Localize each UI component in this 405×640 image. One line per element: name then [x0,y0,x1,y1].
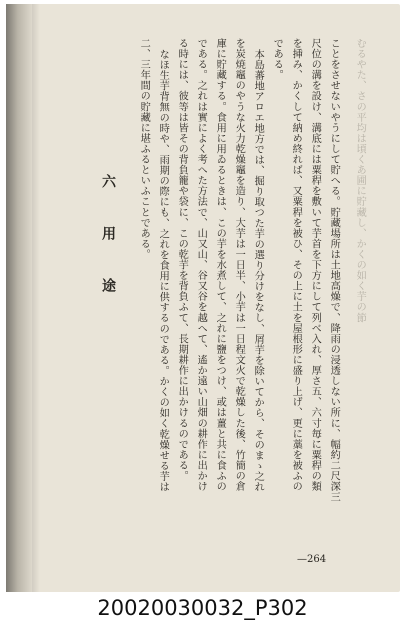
text-column-10: る時には、彼等は皆その背負籠や袋に、この乾芋を背負ふて、長期耕作に出かけるのである。 [176,38,188,482]
text-column-1: むるやた、さの平均は頃くあ圃に貯藏し、かくの如く芋の節 [354,38,366,323]
text-column-5: である。 [271,38,283,81]
text-column-2: ことをさせないやうにして貯へる。貯藏場所は土地高燥で、降雨の浸透しない所に、幅約二尺深三 [328,38,340,503]
section-heading: 六 用 途 [100,174,116,304]
text-column-11: なほ生芋背無の時や、雨期の際にも、之れを食用に供するのである。かくの如く乾燥せる芋は [157,49,169,493]
text-column-9: である。之れは實によく考へた方法で、山又山、谷又谷を越へて、遙か遠い山畑の耕作に出かけ [195,38,207,492]
text-column-7: を炭焼竈のやうな火力乾燥竈を造り、大芋は一日半、小芋は一日程文火で乾燥した後、竹簡の倉 [233,38,245,492]
text-column-8: 庫に貯藏する。食用に用ゐるときは、この芋を水煮して、之れに鹽をつけ、或は薑と共に食ふの [214,38,226,492]
gutter-shadow [32,4,40,592]
text-column-3: 尺位の溝を設け、溝底には粟稈を敷いて芋首を下方にして列べ入れ、厚さ五、六寸毎に粟稈の類 [309,38,321,492]
text-column-12: 二、三年間の貯藏に堪ふるといふことである。 [138,38,150,260]
book-page [6,4,400,592]
text-column-6: 本島蕃地アロエ地方では、掘り取つた芋の選り分けをなし、屑芋を除いてから、そのまゝ之れ [252,49,264,493]
text-column-4: を挿み、かくして納め終れば、又粟稈を被ひ、その上に土を屋根形に盛り上げ、更に藁を被ふの [290,38,302,492]
page-number: —264 [297,554,327,565]
image-caption: 20020030032_P302 [97,596,308,620]
